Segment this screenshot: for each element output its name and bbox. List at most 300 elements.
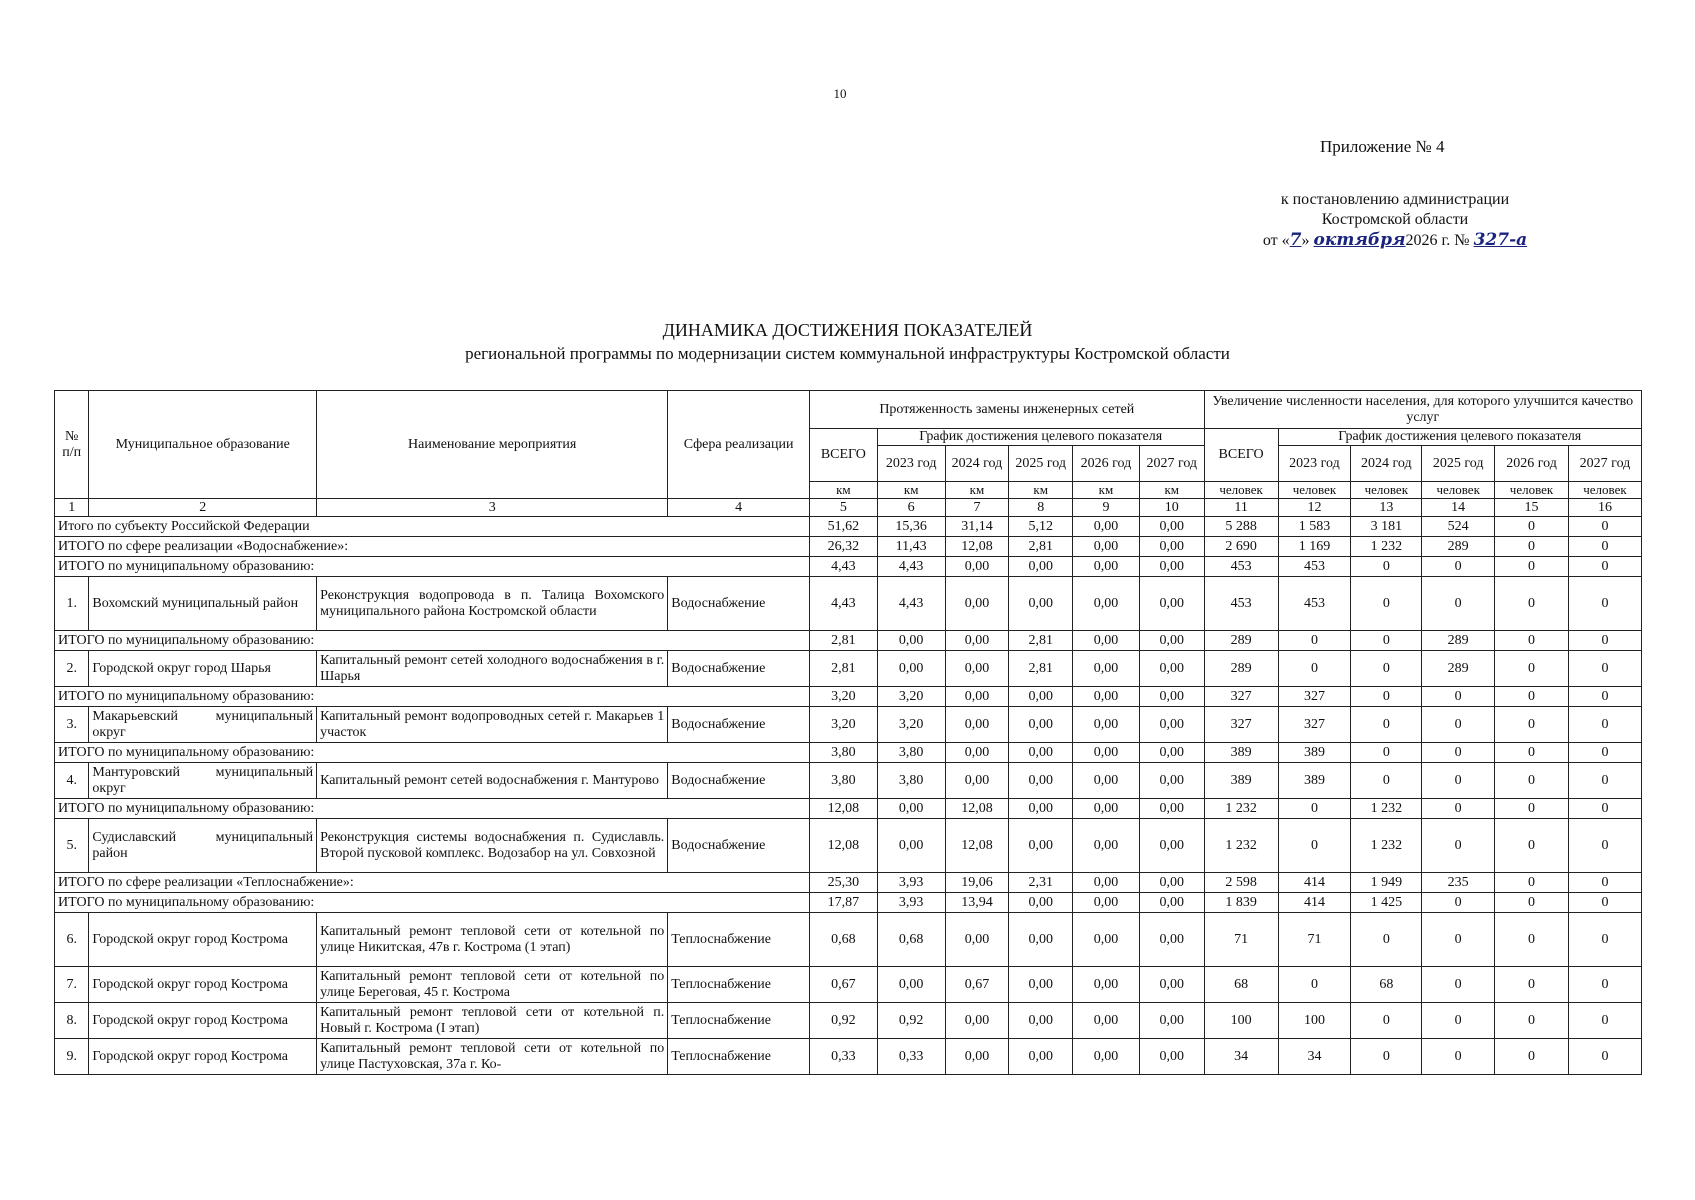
- value-cell: 0,00: [945, 557, 1009, 577]
- column-numbers-row: [55, 499, 1642, 517]
- table-row: [55, 763, 1642, 799]
- value-cell: 1 232: [1351, 537, 1422, 557]
- value-cell: 0,00: [1073, 651, 1140, 687]
- header-length-schedule: График достижения целевого показателя: [877, 429, 1204, 446]
- sphere-cell: Водоснабжение: [668, 651, 810, 687]
- value-cell: 0,00: [1073, 687, 1140, 707]
- value-cell: 0: [1422, 893, 1495, 913]
- value-cell: 1 232: [1351, 799, 1422, 819]
- column-number: 8: [1009, 499, 1073, 517]
- header-year: 2023 год: [1278, 446, 1351, 482]
- sphere-cell: Теплоснабжение: [668, 913, 810, 967]
- value-cell: 2 690: [1204, 537, 1278, 557]
- header-year: 2026 год: [1073, 446, 1140, 482]
- value-cell: 0,00: [1139, 913, 1204, 967]
- value-cell: 0: [1351, 707, 1422, 743]
- value-cell: 0,00: [1009, 707, 1073, 743]
- value-cell: 0,00: [1139, 967, 1204, 1003]
- value-cell: 15,36: [877, 517, 945, 537]
- unit-km: км: [945, 482, 1009, 499]
- value-cell: 0,00: [945, 687, 1009, 707]
- value-cell: 3,20: [809, 687, 877, 707]
- unit-people: человек: [1495, 482, 1569, 499]
- value-cell: 0: [1568, 873, 1641, 893]
- value-cell: 0: [1568, 537, 1641, 557]
- unit-people: человек: [1351, 482, 1422, 499]
- value-cell: 0,00: [1073, 873, 1140, 893]
- value-cell: 0: [1495, 743, 1569, 763]
- value-cell: 3,20: [877, 707, 945, 743]
- date-year: 2026 г. №: [1405, 232, 1474, 249]
- date-mid: »: [1301, 232, 1314, 249]
- unit-km: км: [1139, 482, 1204, 499]
- municipality-cell: Городской округ город Шарья: [89, 651, 317, 687]
- column-number: 3: [317, 499, 668, 517]
- value-cell: 327: [1278, 707, 1351, 743]
- column-number: 12: [1278, 499, 1351, 517]
- total-row: [55, 893, 1642, 913]
- value-cell: 414: [1278, 893, 1351, 913]
- value-cell: 0: [1495, 631, 1569, 651]
- value-cell: 0,00: [1139, 1039, 1204, 1075]
- decree-line-2: Костромской области: [1321, 211, 1469, 228]
- value-cell: 2 598: [1204, 873, 1278, 893]
- total-label: ИТОГО по муниципальному образованию:: [55, 799, 810, 819]
- value-cell: 0,00: [877, 651, 945, 687]
- value-cell: 0: [1422, 913, 1495, 967]
- value-cell: 0,00: [1139, 631, 1204, 651]
- decree-reference: [1180, 190, 1610, 251]
- value-cell: 0: [1422, 577, 1495, 631]
- unit-people: человек: [1204, 482, 1278, 499]
- municipality-cell: Городской округ город Кострома: [89, 913, 317, 967]
- column-number: 7: [945, 499, 1009, 517]
- unit-km: км: [877, 482, 945, 499]
- value-cell: 0,00: [945, 1039, 1009, 1075]
- total-label: ИТОГО по муниципальному образованию:: [55, 743, 810, 763]
- value-cell: 0,00: [1073, 763, 1140, 799]
- value-cell: 414: [1278, 873, 1351, 893]
- column-number: 9: [1073, 499, 1140, 517]
- row-number: 3.: [55, 707, 89, 743]
- value-cell: 0: [1422, 557, 1495, 577]
- value-cell: 3,80: [809, 743, 877, 763]
- value-cell: 0: [1568, 1003, 1641, 1039]
- value-cell: 0: [1351, 1039, 1422, 1075]
- sphere-cell: Теплоснабжение: [668, 967, 810, 1003]
- value-cell: 0: [1568, 1039, 1641, 1075]
- value-cell: 1 169: [1278, 537, 1351, 557]
- value-cell: 0: [1495, 577, 1569, 631]
- header-population-group: Увеличение численности населения, для которого улучшится качество услуг: [1204, 391, 1641, 429]
- table-row: [55, 1039, 1642, 1075]
- unit-people: человек: [1278, 482, 1351, 499]
- value-cell: 0,00: [1009, 557, 1073, 577]
- value-cell: 0: [1422, 743, 1495, 763]
- event-cell: Реконструкция системы водоснабжения п. Судиславль. Второй пусковой комплекс. Водозабор на ул. Совхозной: [317, 819, 668, 873]
- value-cell: 1 949: [1351, 873, 1422, 893]
- value-cell: 19,06: [945, 873, 1009, 893]
- value-cell: 389: [1278, 743, 1351, 763]
- event-cell: Капитальный ремонт тепловой сети от котельной по улице Никитская, 47в г. Кострома (1 этап): [317, 913, 668, 967]
- header-event: Наименование мероприятия: [317, 391, 668, 499]
- value-cell: 0: [1568, 913, 1641, 967]
- value-cell: 0,33: [877, 1039, 945, 1075]
- column-number: 5: [809, 499, 877, 517]
- value-cell: 0: [1351, 577, 1422, 631]
- value-cell: 12,08: [945, 537, 1009, 557]
- value-cell: 0: [1495, 819, 1569, 873]
- value-cell: 0,00: [1139, 743, 1204, 763]
- value-cell: 0: [1422, 1003, 1495, 1039]
- value-cell: 0,00: [945, 763, 1009, 799]
- value-cell: 0,00: [877, 799, 945, 819]
- value-cell: 0,00: [1139, 557, 1204, 577]
- value-cell: 3,93: [877, 893, 945, 913]
- value-cell: 12,08: [809, 819, 877, 873]
- value-cell: 1 232: [1204, 799, 1278, 819]
- value-cell: 51,62: [809, 517, 877, 537]
- value-cell: 0: [1495, 763, 1569, 799]
- value-cell: 0,00: [1139, 707, 1204, 743]
- value-cell: 12,08: [809, 799, 877, 819]
- unit-people: человек: [1568, 482, 1641, 499]
- value-cell: 0: [1278, 631, 1351, 651]
- value-cell: 1 839: [1204, 893, 1278, 913]
- value-cell: 0,00: [945, 577, 1009, 631]
- total-row: [55, 799, 1642, 819]
- value-cell: 5,12: [1009, 517, 1073, 537]
- total-row: [55, 687, 1642, 707]
- value-cell: 389: [1278, 763, 1351, 799]
- value-cell: 289: [1422, 651, 1495, 687]
- value-cell: 0,00: [877, 819, 945, 873]
- value-cell: 0,00: [877, 967, 945, 1003]
- unit-km: км: [1009, 482, 1073, 499]
- value-cell: 3,80: [809, 763, 877, 799]
- row-number: 1.: [55, 577, 89, 631]
- handwritten-month: октября: [1313, 230, 1406, 250]
- total-label: ИТОГО по сфере реализации «Водоснабжение»:: [55, 537, 810, 557]
- value-cell: 289: [1422, 631, 1495, 651]
- value-cell: 0,00: [1139, 799, 1204, 819]
- column-number: 10: [1139, 499, 1204, 517]
- value-cell: 0,00: [1139, 873, 1204, 893]
- value-cell: 0,00: [1009, 893, 1073, 913]
- value-cell: 0: [1568, 517, 1641, 537]
- header-year: 2024 год: [945, 446, 1009, 482]
- row-number: 8.: [55, 1003, 89, 1039]
- value-cell: 2,81: [1009, 631, 1073, 651]
- indicators-table: [54, 390, 1642, 1075]
- value-cell: 0: [1278, 651, 1351, 687]
- column-number: 1: [55, 499, 89, 517]
- total-row: [55, 743, 1642, 763]
- value-cell: 0: [1568, 687, 1641, 707]
- row-number: 7.: [55, 967, 89, 1003]
- municipality-cell: Городской округ город Кострома: [89, 1003, 317, 1039]
- value-cell: 0: [1568, 967, 1641, 1003]
- value-cell: 327: [1204, 687, 1278, 707]
- value-cell: 0: [1568, 743, 1641, 763]
- value-cell: 0: [1568, 763, 1641, 799]
- value-cell: 0,00: [1073, 893, 1140, 913]
- event-cell: Капитальный ремонт сетей водоснабжения г. Мантурово: [317, 763, 668, 799]
- value-cell: 0: [1422, 819, 1495, 873]
- sphere-cell: Водоснабжение: [668, 763, 810, 799]
- column-number: 14: [1422, 499, 1495, 517]
- value-cell: 17,87: [809, 893, 877, 913]
- table-row: [55, 819, 1642, 873]
- value-cell: 0: [1351, 651, 1422, 687]
- value-cell: 3,20: [809, 707, 877, 743]
- value-cell: 25,30: [809, 873, 877, 893]
- value-cell: 0: [1422, 799, 1495, 819]
- value-cell: 0,00: [1139, 893, 1204, 913]
- value-cell: 289: [1204, 631, 1278, 651]
- value-cell: 0,00: [1009, 577, 1073, 631]
- value-cell: 100: [1204, 1003, 1278, 1039]
- row-number: 9.: [55, 1039, 89, 1075]
- value-cell: 0,00: [1073, 819, 1140, 873]
- table-row: [55, 577, 1642, 631]
- value-cell: 327: [1204, 707, 1278, 743]
- value-cell: 0,67: [809, 967, 877, 1003]
- table-row: [55, 1003, 1642, 1039]
- value-cell: 31,14: [945, 517, 1009, 537]
- row-number: 2.: [55, 651, 89, 687]
- value-cell: 0: [1495, 799, 1569, 819]
- document-title: ДИНАМИКА ДОСТИЖЕНИЯ ПОКАЗАТЕЛЕЙ: [662, 320, 1033, 340]
- appendix-title: Приложение № 4: [1320, 137, 1445, 156]
- value-cell: 68: [1204, 967, 1278, 1003]
- value-cell: 0,67: [945, 967, 1009, 1003]
- value-cell: 0: [1278, 799, 1351, 819]
- document-subtitle: региональной программы по модернизации систем коммунальной инфраструктуры Костромской области: [465, 344, 1230, 363]
- table-row: [55, 707, 1642, 743]
- value-cell: 0,00: [1139, 763, 1204, 799]
- value-cell: 0: [1495, 537, 1569, 557]
- sphere-cell: Теплоснабжение: [668, 1039, 810, 1075]
- column-number: 16: [1568, 499, 1641, 517]
- value-cell: 0,00: [1073, 517, 1140, 537]
- event-cell: Капитальный ремонт тепловой сети от котельной по улице Береговая, 45 г. Кострома: [317, 967, 668, 1003]
- event-cell: Капитальный ремонт тепловой сети от котельной п. Новый г. Кострома (I этап): [317, 1003, 668, 1039]
- value-cell: 0,00: [1009, 743, 1073, 763]
- value-cell: 0: [1422, 687, 1495, 707]
- value-cell: 389: [1204, 743, 1278, 763]
- value-cell: 0,00: [1139, 819, 1204, 873]
- value-cell: 0,33: [809, 1039, 877, 1075]
- value-cell: 0,00: [945, 913, 1009, 967]
- value-cell: 453: [1204, 557, 1278, 577]
- value-cell: 0: [1568, 557, 1641, 577]
- column-number: 13: [1351, 499, 1422, 517]
- value-cell: 0,00: [1009, 687, 1073, 707]
- handwritten-day: 7: [1289, 230, 1302, 250]
- value-cell: 0,00: [1073, 743, 1140, 763]
- value-cell: 0: [1495, 873, 1569, 893]
- table-row: [55, 967, 1642, 1003]
- value-cell: 524: [1422, 517, 1495, 537]
- value-cell: 0: [1422, 967, 1495, 1003]
- total-label: ИТОГО по сфере реализации «Теплоснабжение»:: [55, 873, 810, 893]
- total-label: ИТОГО по муниципальному образованию:: [55, 631, 810, 651]
- value-cell: 5 288: [1204, 517, 1278, 537]
- column-number: 4: [668, 499, 810, 517]
- header-length-group: Протяженность замены инженерных сетей: [809, 391, 1204, 429]
- value-cell: 0: [1351, 1003, 1422, 1039]
- total-label: Итого по субъекту Российской Федерации: [55, 517, 810, 537]
- value-cell: 0: [1495, 913, 1569, 967]
- table-row: [55, 913, 1642, 967]
- date-prefix: от «: [1262, 232, 1290, 249]
- municipality-cell: Мантуровский муниципальный округ: [89, 763, 317, 799]
- value-cell: 0,00: [1073, 1039, 1140, 1075]
- value-cell: 0,00: [1139, 517, 1204, 537]
- value-cell: 0: [1495, 651, 1569, 687]
- value-cell: 1 583: [1278, 517, 1351, 537]
- value-cell: 0,00: [945, 743, 1009, 763]
- header-num: № п/п: [55, 391, 89, 499]
- value-cell: 0: [1351, 631, 1422, 651]
- table-row: [55, 651, 1642, 687]
- value-cell: 3,20: [877, 687, 945, 707]
- value-cell: 3,93: [877, 873, 945, 893]
- value-cell: 0,00: [1139, 687, 1204, 707]
- municipality-cell: Городской округ город Кострома: [89, 1039, 317, 1075]
- value-cell: 0,00: [1139, 577, 1204, 631]
- value-cell: 0: [1495, 1039, 1569, 1075]
- value-cell: 0: [1278, 819, 1351, 873]
- value-cell: 0: [1351, 913, 1422, 967]
- value-cell: 0,00: [1009, 967, 1073, 1003]
- value-cell: 1 232: [1351, 819, 1422, 873]
- header-population-schedule: График достижения целевого показателя: [1278, 429, 1641, 446]
- decree-date-line: [1180, 230, 1610, 251]
- row-number: 6.: [55, 913, 89, 967]
- total-row: [55, 631, 1642, 651]
- value-cell: 0,00: [1009, 819, 1073, 873]
- value-cell: 0: [1351, 687, 1422, 707]
- value-cell: 2,81: [1009, 651, 1073, 687]
- value-cell: 2,81: [809, 651, 877, 687]
- value-cell: 0,00: [1139, 651, 1204, 687]
- value-cell: 71: [1278, 913, 1351, 967]
- decree-line-1: к постановлению администрации: [1280, 191, 1510, 208]
- header-year: 2023 год: [877, 446, 945, 482]
- value-cell: 235: [1422, 873, 1495, 893]
- total-label: ИТОГО по муниципальному образованию:: [55, 687, 810, 707]
- value-cell: 0,00: [1073, 799, 1140, 819]
- value-cell: 0,00: [1073, 557, 1140, 577]
- value-cell: 0: [1495, 1003, 1569, 1039]
- sphere-cell: Водоснабжение: [668, 577, 810, 631]
- value-cell: 0,00: [1009, 763, 1073, 799]
- value-cell: 2,81: [809, 631, 877, 651]
- column-number: 11: [1204, 499, 1278, 517]
- value-cell: 453: [1204, 577, 1278, 631]
- value-cell: 0: [1568, 651, 1641, 687]
- value-cell: 0: [1495, 557, 1569, 577]
- value-cell: 68: [1351, 967, 1422, 1003]
- value-cell: 2,81: [1009, 537, 1073, 557]
- value-cell: 0: [1495, 687, 1569, 707]
- value-cell: 0,00: [1073, 537, 1140, 557]
- municipality-cell: Вохомский муниципальный район: [89, 577, 317, 631]
- value-cell: 0,00: [1009, 1039, 1073, 1075]
- value-cell: 453: [1278, 557, 1351, 577]
- header-municipality: Муниципальное образование: [89, 391, 317, 499]
- value-cell: 0: [1422, 1039, 1495, 1075]
- unit-km: км: [809, 482, 877, 499]
- sphere-cell: Теплоснабжение: [668, 1003, 810, 1039]
- value-cell: 0,00: [1009, 799, 1073, 819]
- event-cell: Капитальный ремонт тепловой сети от котельной по улице Пастуховская, 37а г. Ко-: [317, 1039, 668, 1075]
- sphere-cell: Водоснабжение: [668, 819, 810, 873]
- unit-people: человек: [1422, 482, 1495, 499]
- header-year: 2026 год: [1495, 446, 1569, 482]
- row-number: 4.: [55, 763, 89, 799]
- value-cell: 3,80: [877, 763, 945, 799]
- value-cell: 13,94: [945, 893, 1009, 913]
- value-cell: 2,31: [1009, 873, 1073, 893]
- value-cell: 0,00: [945, 631, 1009, 651]
- value-cell: 0: [1495, 707, 1569, 743]
- value-cell: 0,00: [1073, 577, 1140, 631]
- value-cell: 389: [1204, 763, 1278, 799]
- value-cell: 34: [1204, 1039, 1278, 1075]
- value-cell: 0,00: [1073, 1003, 1140, 1039]
- value-cell: 71: [1204, 913, 1278, 967]
- total-label: ИТОГО по муниципальному образованию:: [55, 557, 810, 577]
- value-cell: 4,43: [877, 577, 945, 631]
- value-cell: 0,68: [877, 913, 945, 967]
- row-number: 5.: [55, 819, 89, 873]
- value-cell: 0,68: [809, 913, 877, 967]
- value-cell: 4,43: [877, 557, 945, 577]
- value-cell: 0: [1351, 763, 1422, 799]
- column-number: 15: [1495, 499, 1569, 517]
- column-number: 6: [877, 499, 945, 517]
- value-cell: 0,00: [877, 631, 945, 651]
- value-cell: 0: [1351, 557, 1422, 577]
- value-cell: 0: [1568, 819, 1641, 873]
- value-cell: 34: [1278, 1039, 1351, 1075]
- event-cell: Реконструкция водопровода в п. Талица Вохомского муниципального района Костромской области: [317, 577, 668, 631]
- header-year: 2027 год: [1139, 446, 1204, 482]
- value-cell: 0: [1495, 967, 1569, 1003]
- value-cell: 0,92: [809, 1003, 877, 1039]
- value-cell: 0,92: [877, 1003, 945, 1039]
- value-cell: 26,32: [809, 537, 877, 557]
- total-row: [55, 557, 1642, 577]
- event-cell: Капитальный ремонт водопроводных сетей г. Макарьев 1 участок: [317, 707, 668, 743]
- municipality-cell: Городской округ город Кострома: [89, 967, 317, 1003]
- value-cell: 4,43: [809, 577, 877, 631]
- value-cell: 0,00: [1009, 1003, 1073, 1039]
- value-cell: 0: [1495, 517, 1569, 537]
- header-year: 2025 год: [1422, 446, 1495, 482]
- value-cell: 0: [1278, 967, 1351, 1003]
- value-cell: 3,80: [877, 743, 945, 763]
- header-year: 2027 год: [1568, 446, 1641, 482]
- value-cell: 0: [1422, 707, 1495, 743]
- header-year: 2024 год: [1351, 446, 1422, 482]
- value-cell: 0: [1351, 743, 1422, 763]
- event-cell: Капитальный ремонт сетей холодного водоснабжения в г. Шарья: [317, 651, 668, 687]
- value-cell: 0,00: [1073, 913, 1140, 967]
